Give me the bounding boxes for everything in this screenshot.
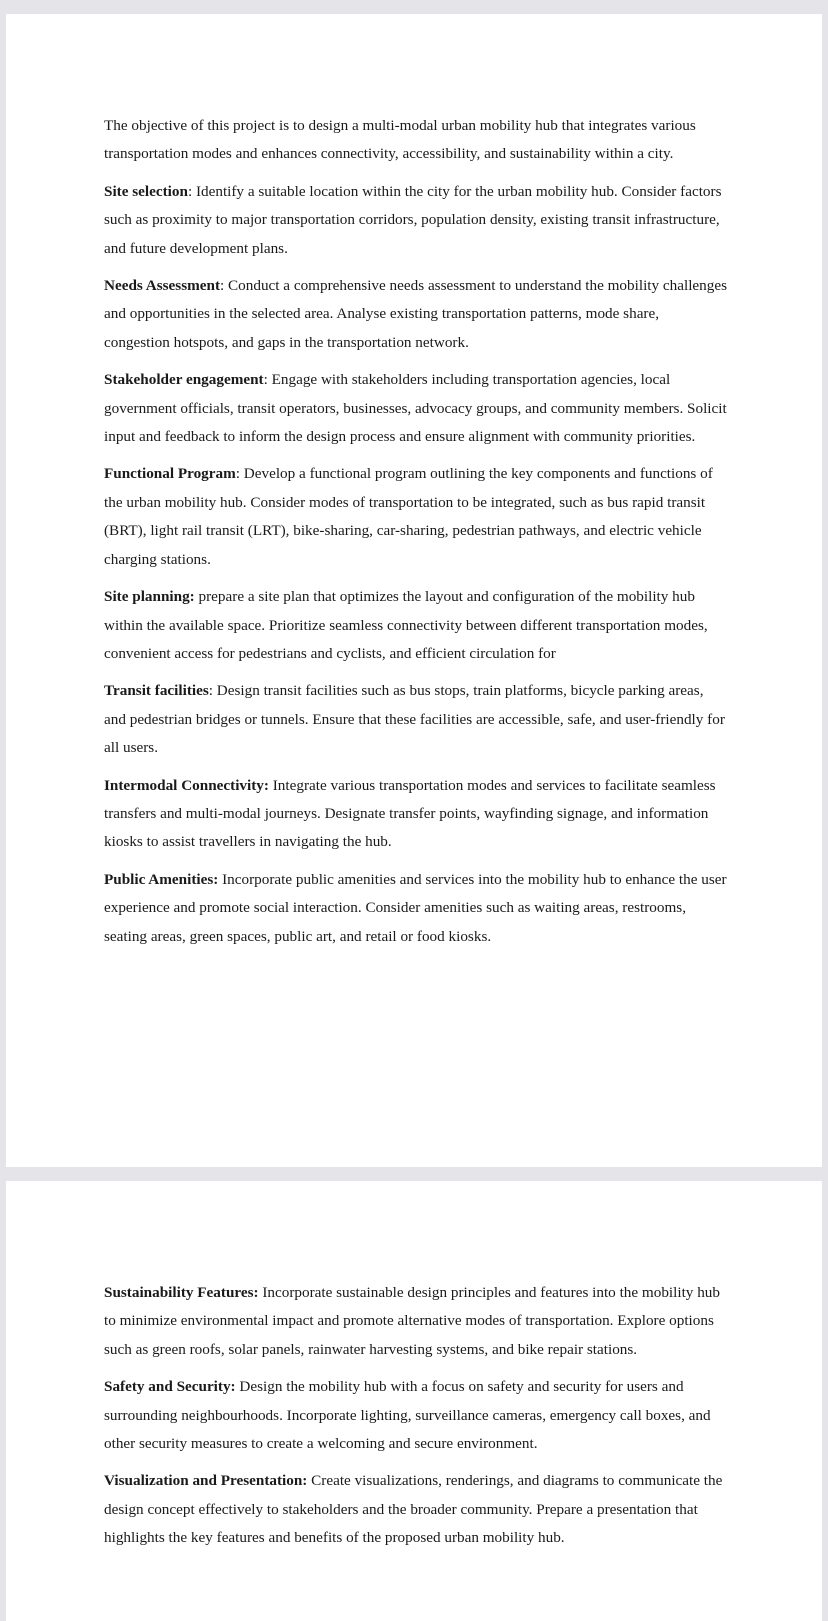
paragraph-functional-program	[104, 460, 728, 574]
paragraph-heading: Site selection	[104, 182, 188, 200]
paragraph-heading: Site planning:	[104, 588, 195, 606]
paragraph-text: Design the mobility hub with a focus on safety and security for users and surrounding neighbourhoods. Incorporate lighting, surveillance cameras, emergency call boxes, and other security measures to create a welcoming and secure environment.	[104, 1378, 711, 1453]
paragraph-heading: Public Amenities:	[104, 870, 219, 888]
paragraph-objective	[104, 112, 728, 169]
paragraph-text: Create visualizations, renderings, and diagrams to communicate the design concept effectively to stakeholders and the broader community. Prepare a presentation that highlights the key features and benefits of the proposed urban mobility hub.	[104, 1472, 723, 1547]
paragraph-text: Incorporate public amenities and services into the mobility hub to enhance the user experience and promote social interaction. Consider amenities such as waiting areas, restrooms, seating areas, green spaces, public art, and retail or food kiosks.	[104, 870, 727, 945]
paragraph-text: Incorporate sustainable design principles and features into the mobility hub to minimize environmental impact and promote alternative modes of transportation. Explore options such as green roofs, solar panels, rainwater harvesting systems, and bike repair stations.	[104, 1284, 720, 1358]
paragraph-site-planning	[104, 583, 728, 668]
paragraph-needs-assessment	[104, 272, 728, 357]
paragraph-text: : Design transit facilities such as bus stops, train platforms, bicycle parking areas, and pedestrian bridges or tunnels. Ensure that these facilities are accessible, safe, and user-friendly for all users.	[104, 682, 725, 757]
paragraph-heading: Intermodal Connectivity:	[104, 776, 269, 794]
paragraph-heading: Stakeholder engagement	[104, 371, 264, 389]
paragraph-text: : Conduct a comprehensive needs assessment to understand the mobility challenges and opportunities in the selected area. Analyse existing transportation patterns, mode share, congestion hotspots, and gaps in the transportation network.	[104, 277, 727, 351]
paragraph-heading: Functional Program	[104, 465, 236, 483]
paragraph-sustainability-features	[104, 1279, 728, 1364]
paragraph-heading: Needs Assessment	[104, 277, 221, 295]
paragraph-visualization-and-presentation	[104, 1467, 728, 1552]
paragraph-text: The objective of this project is to design a multi-modal urban mobility hub that integrates various transportation modes and enhances connectivity, accessibility, and sustainability within a city.	[104, 117, 696, 163]
paragraph-text: : Engage with stakeholders including transportation agencies, local government officials, transit operators, businesses, advocacy groups, and community members. Solicit input and feedback to inform the design process and ensure alignment with community priorities.	[104, 371, 727, 446]
document-page-1	[6, 14, 822, 1167]
paragraph-transit-facilities	[104, 677, 728, 762]
paragraph-public-amenities	[104, 866, 728, 951]
paragraph-stakeholder-engagement	[104, 366, 728, 451]
paragraph-text: : Identify a suitable location within the city for the urban mobility hub. Consider factors such as proximity to major transportation corridors, population density, existing transit infrastructure, and future development plans.	[104, 182, 722, 257]
paragraph-text: Integrate various transportation modes and services to facilitate seamless transfers and multi-modal journeys. Designate transfer points, wayfinding signage, and information kiosks to assist travellers in navigating the hub.	[104, 776, 716, 851]
paragraph-text: prepare a site plan that optimizes the layout and configuration of the mobility hub within the available space. Prioritize seamless connectivity between different transportation modes, convenient access for pedestrians and cyclists, and efficient circulation for	[104, 588, 708, 662]
paragraph-heading: Sustainability Features:	[104, 1284, 259, 1301]
paragraph-intermodal-connectivity	[104, 772, 728, 857]
paragraph-safety-and-security	[104, 1373, 728, 1458]
paragraph-heading: Safety and Security:	[104, 1378, 236, 1396]
paragraph-text: : Develop a functional program outlining the key components and functions of the urban mobility hub. Consider modes of transportation to be integrated, such as bus rapid transit (BRT), light rail transit (LRT), bike-sharing, car-sharing, pedestrian pathways, and electric vehicle charging stations.	[104, 465, 713, 568]
paragraph-heading: Transit facilities	[104, 682, 209, 700]
document-page-2	[6, 1181, 822, 1621]
paragraph-site-selection	[104, 178, 728, 263]
paragraph-heading: Visualization and Presentation:	[104, 1472, 308, 1490]
